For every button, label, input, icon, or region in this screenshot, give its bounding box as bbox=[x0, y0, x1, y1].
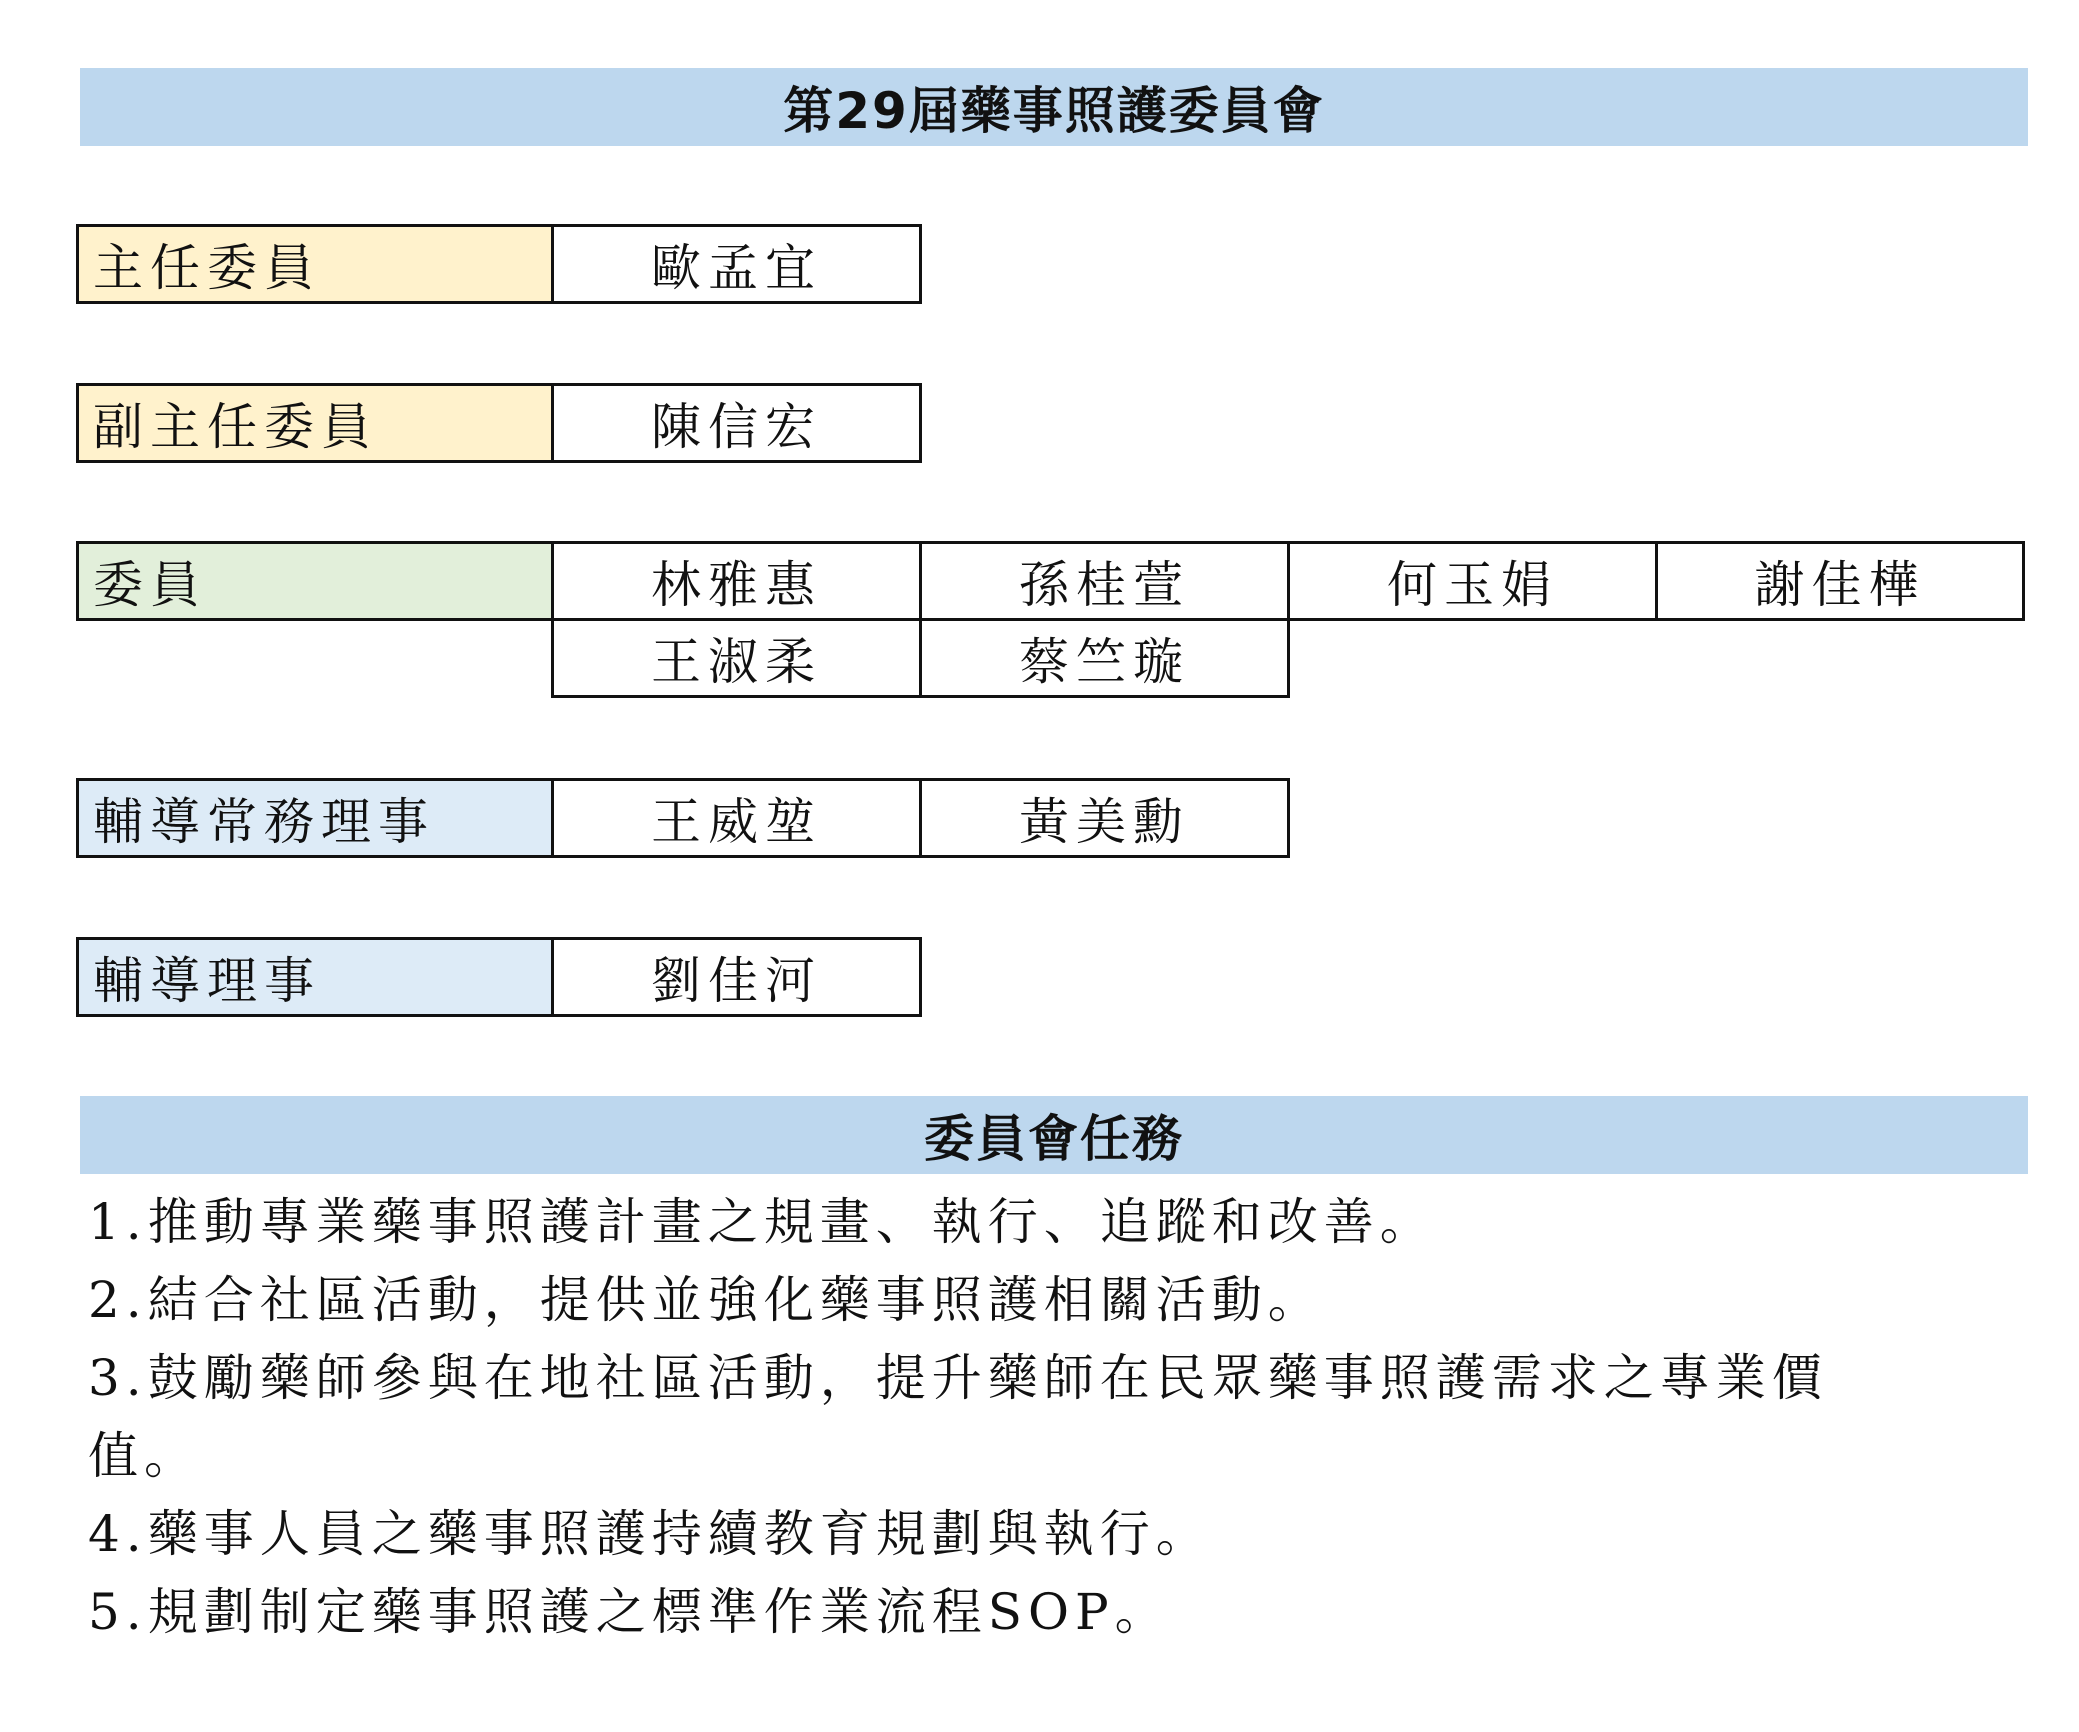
member-name-committee: 謝佳樺 bbox=[1655, 541, 2025, 621]
role-label-standing-director: 輔導常務理事 bbox=[76, 778, 554, 858]
member-name-committee: 孫桂萱 bbox=[919, 541, 1290, 621]
task-list bbox=[88, 1183, 1988, 1651]
task-item: 3.鼓勵藥師參與在地社區活動，提升藥師在民眾藥事照護需求之專業價 bbox=[88, 1349, 1828, 1407]
member-name-standing-director: 黃美勳 bbox=[919, 778, 1290, 858]
member-name-director: 劉佳河 bbox=[551, 937, 922, 1017]
task-item: 5.規劃制定藥事照護之標準作業流程SOP。 bbox=[88, 1583, 1171, 1641]
member-name-committee: 蔡竺璇 bbox=[919, 618, 1290, 698]
member-name-committee: 林雅惠 bbox=[551, 541, 922, 621]
task-item: 1.推動專業藥事照護計畫之規畫、執行、追蹤和改善。 bbox=[88, 1193, 1436, 1251]
member-name-committee: 王淑柔 bbox=[551, 618, 922, 698]
role-label-vice-chair: 副主任委員 bbox=[76, 383, 554, 463]
role-label-committee: 委員 bbox=[76, 541, 554, 621]
member-name-standing-director: 王威堃 bbox=[551, 778, 922, 858]
member-name-chair: 歐孟宜 bbox=[551, 224, 922, 304]
task-item: 2.結合社區活動，提供並強化藥事照護相關活動。 bbox=[88, 1271, 1324, 1329]
member-name-committee: 何玉娟 bbox=[1287, 541, 1658, 621]
task-item: 4.藥事人員之藥事照護持續教育規劃與執行。 bbox=[88, 1505, 1212, 1563]
tasks-title: 委員會任務 bbox=[80, 1096, 2028, 1174]
page-title: 第29屆藥事照護委員會 bbox=[80, 68, 2028, 146]
role-label-chair: 主任委員 bbox=[76, 224, 554, 304]
member-name-vice-chair: 陳信宏 bbox=[551, 383, 922, 463]
role-label-director: 輔導理事 bbox=[76, 937, 554, 1017]
task-item-continuation: 值。 bbox=[88, 1427, 200, 1485]
